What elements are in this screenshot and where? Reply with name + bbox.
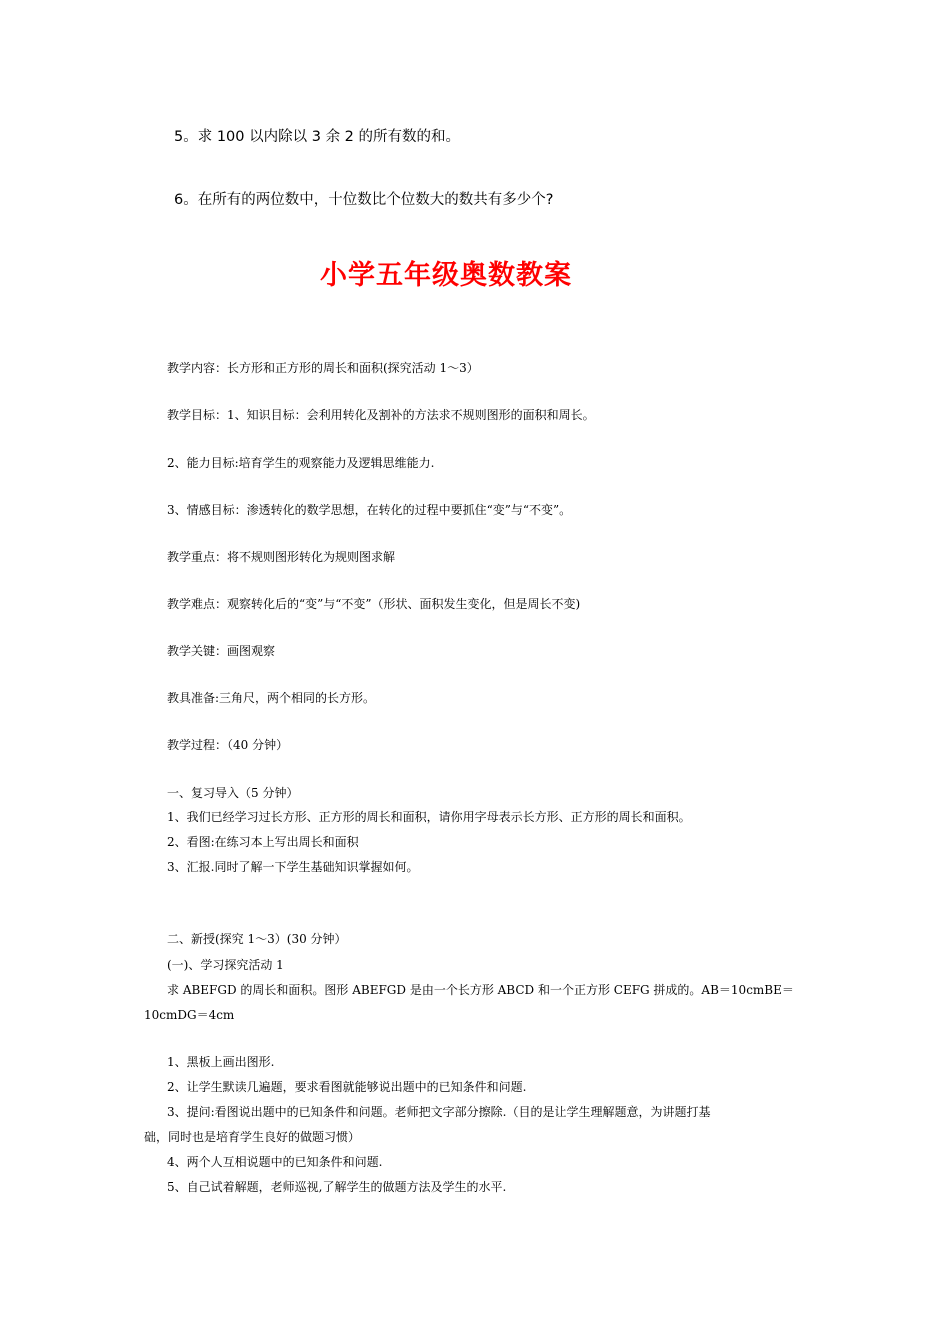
lesson-tools: 教具准备:三角尺，两个相同的长方形。	[167, 691, 376, 705]
lesson-content: 教学内容：长方形和正方形的周长和面积(探究活动 1～3）	[167, 361, 479, 375]
lesson-process: 教学过程：（40 分钟）	[167, 738, 289, 752]
lesson-goal-2: 2、能力目标:培育学生的观察能力及逻辑思维能力.	[167, 456, 435, 470]
lesson-goal-1: 教学目标：1、知识目标：会利用转化及割补的方法求不规则图形的面积和周长。	[167, 408, 595, 422]
problem-statement-cont: 10cmDG＝4cm	[144, 1008, 235, 1022]
lesson-difficulty: 教学难点：观察转化后的“变”与“不变”（形状、面积发生变化，但是周长不变)	[167, 597, 581, 611]
review-heading: 一、复习导入（5 分钟）	[167, 786, 299, 800]
new-section-heading: 二、新授(探究 1～3）(30 分钟）	[167, 932, 347, 946]
step-item: 1、黑板上画出图形.	[167, 1055, 275, 1069]
step-item: 5、自己试着解题，老师巡视,了解学生的做题方法及学生的水平.	[167, 1180, 507, 1194]
lesson-goal-3: 3、情感目标：渗透转化的数学思想，在转化的过程中要抓住“变”与“不变”。	[167, 503, 572, 517]
step-item: 2、让学生默读几遍题，要求看图就能够说出题中的已知条件和问题.	[167, 1080, 527, 1094]
review-item: 2、看图:在练习本上写出周长和面积	[167, 835, 359, 849]
review-item: 1、我们已经学习过长方形、正方形的周长和面积，请你用字母表示长方形、正方形的周长和面积。	[167, 810, 691, 824]
lesson-key: 教学关键：画图观察	[167, 644, 276, 658]
lesson-focus: 教学重点：将不规则图形转化为规则图求解	[167, 550, 396, 564]
review-item: 3、汇报.同时了解一下学生基础知识掌握如何。	[167, 860, 419, 874]
question-6: 6。在所有的两位数中，十位数比个位数大的数共有多少个?	[174, 192, 554, 208]
page-title: 小学五年级奥数教案	[320, 260, 572, 291]
step-item-cont: 础，同时也是培育学生良好的做题习惯）	[144, 1130, 361, 1144]
activity-heading: (一)、学习探究活动 1	[167, 958, 284, 972]
question-5: 5。求 100 以内除以 3 余 2 的所有数的和。	[174, 129, 461, 145]
problem-statement: 求 ABEFGD 的周长和面积。图形 ABEFGD 是由一个长方形 ABCD 和一个正方形 CEFG 拼成的。AB＝10cmBE＝	[167, 983, 794, 997]
step-item: 4、两个人互相说题中的已知条件和问题.	[167, 1155, 383, 1169]
step-item: 3、提问:看图说出题中的已知条件和问题。老师把文字部分擦除.（目的是让学生理解题意，为讲题打基	[167, 1105, 711, 1119]
